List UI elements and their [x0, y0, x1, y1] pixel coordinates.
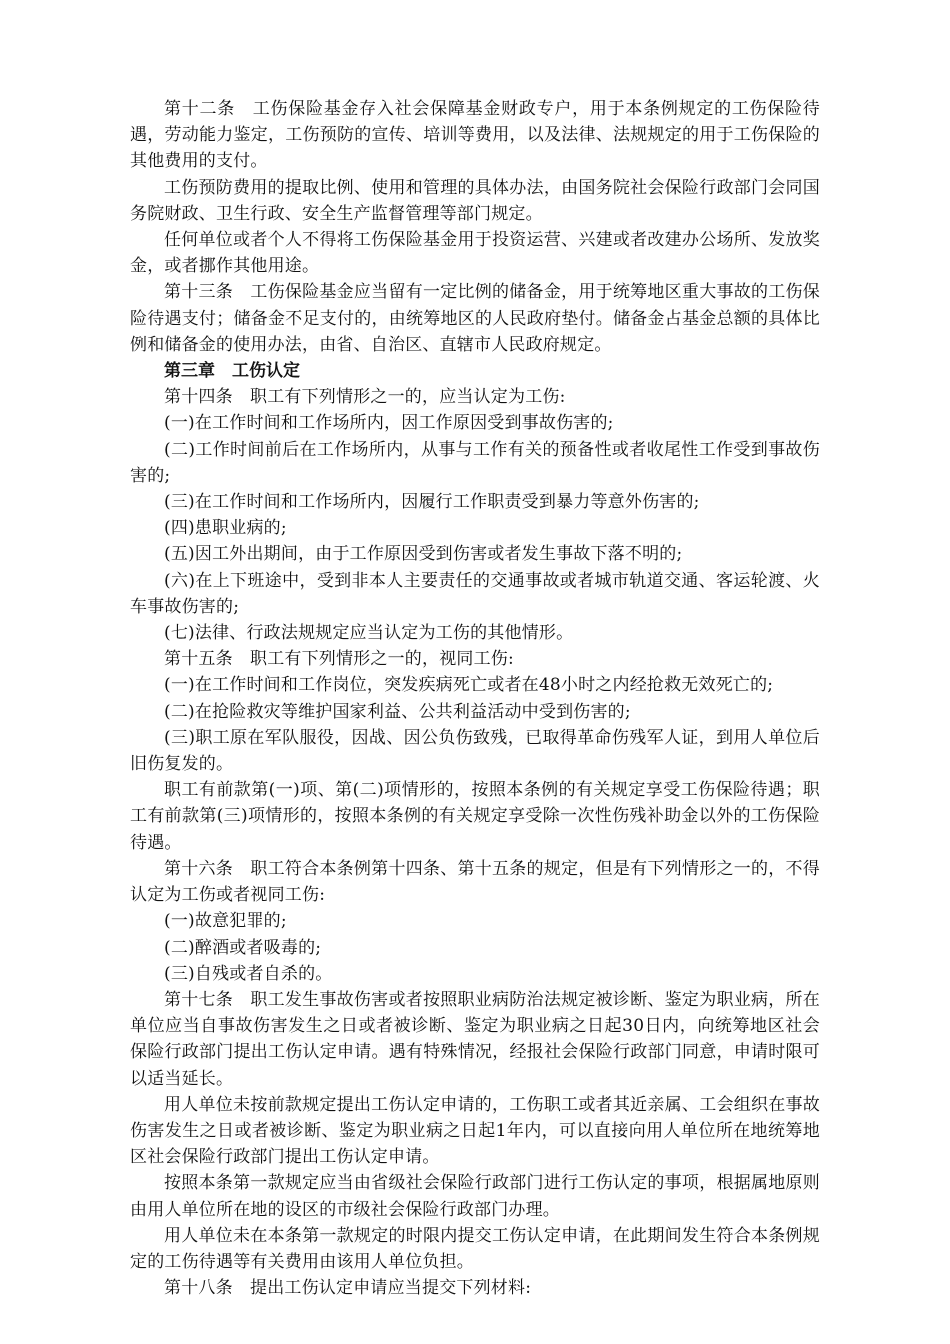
paragraph-article-14: 第十四条 职工有下列情形之一的，应当认定为工伤: — [164, 387, 566, 408]
paragraph-article-16: 第十六条 职工符合本条例第十四条、第十五条的规定，但是有下列情形之一的，不得认定为工伤或者视同工伤: — [130, 858, 820, 906]
list-item: (二)工作时间前后在工作场所内，从事与工作有关的预备性或者收尾性工作受到事故伤害的; — [130, 439, 820, 486]
paragraph: 按照本条第一款规定应当由省级社会保险行政部门进行工伤认定的事项，根据属地原则由用人单位所在地的设区的市级社会保险行政部门办理。 — [130, 1173, 820, 1220]
list-item: (五)因工外出期间，由于工作原因受到伤害或者发生事故下落不明的; — [164, 544, 683, 565]
paragraph-article-15: 第十五条 职工有下列情形之一的，视同工伤: — [164, 649, 514, 670]
list-item: (三)自残或者自杀的。 — [164, 963, 333, 984]
paragraph-article-18: 第十八条 提出工伤认定申请应当提交下列材料: — [164, 1278, 532, 1299]
paragraph-article-17: 第十七条 职工发生事故伤害或者按照职业病防治法规定被诊断、鉴定为职业病，所在单位应当自事故伤害发生之日或者被诊断、鉴定为职业病之日起30日内，向统筹地区社会保险行政部门提出工伤认定申请。遇有特殊情况，经报社会保险行政部门同意，申请时限可以适当延长。 — [130, 989, 820, 1089]
paragraph: 任何单位或者个人不得将工伤保险基金用于投资运营、兴建或者改建办公场所、发放奖金，或者挪作其他用途。 — [130, 230, 820, 277]
paragraph: 用人单位未按前款规定提出工伤认定申请的，工伤职工或者其近亲属、工会组织在事故伤害发生之日或者被诊断、鉴定为职业病之日起1年内，可以直接向用人单位所在地统筹地区社会保险行政部门提出工伤认定申请。 — [130, 1094, 820, 1168]
list-item: (一)在工作时间和工作岗位，突发疾病死亡或者在48小时之内经抢救无效死亡的; — [164, 675, 774, 696]
list-item: (二)醉酒或者吸毒的; — [164, 937, 322, 958]
list-item: (七)法律、行政法规规定应当认定为工伤的其他情形。 — [164, 623, 574, 644]
list-item: (四)患职业病的; — [164, 518, 287, 539]
paragraph: 工伤预防费用的提取比例、使用和管理的具体办法，由国务院社会保险行政部门会同国务院财政、卫生行政、安全生产监督管理等部门规定。 — [130, 177, 820, 224]
paragraph-article-12: 第十二条 工伤保险基金存入社会保障基金财政专户，用于本条例规定的工伤保险待遇，劳动能力鉴定，工伤预防的宣传、培训等费用，以及法律、法规规定的用于工伤保险的其他费用的支付。 — [130, 99, 820, 172]
chapter-heading: 第三章 工伤认定 — [164, 361, 300, 382]
paragraph: 职工有前款第(一)项、第(二)项情形的，按照本条例的有关规定享受工伤保险待遇；职工有前款第(三)项情形的，按照本条例的有关规定享受除一次性伤残补助金以外的工伤保险待遇。 — [130, 780, 820, 853]
paragraph-article-13: 第十三条 工伤保险基金应当留有一定比例的储备金，用于统筹地区重大事故的工伤保险待遇支付；储备金不足支付的，由统筹地区的人民政府垫付。储备金占基金总额的具体比例和储备金的使用办法，由省、自治区、直辖市人民政府规定。 — [130, 282, 820, 355]
document-body — [130, 96, 820, 1301]
paragraph: 用人单位未在本条第一款规定的时限内提交工伤认定申请，在此期间发生符合本条例规定的工伤待遇等有关费用由该用人单位负担。 — [130, 1225, 820, 1272]
list-item: (三)职工原在军队服役，因战、因公负伤致残，已取得革命伤残军人证，到用人单位后旧伤复发的。 — [130, 727, 820, 775]
list-item: (一)故意犯罪的; — [164, 911, 287, 932]
list-item: (二)在抢险救灾等维护国家利益、公共利益活动中受到伤害的; — [164, 701, 631, 722]
list-item: (三)在工作时间和工作场所内，因履行工作职责受到暴力等意外伤害的; — [164, 492, 700, 513]
list-item: (六)在上下班途中，受到非本人主要责任的交通事故或者城市轨道交通、客运轮渡、火车事故伤害的; — [130, 570, 820, 617]
list-item: (一)在工作时间和工作场所内，因工作原因受到事故伤害的; — [164, 413, 614, 434]
